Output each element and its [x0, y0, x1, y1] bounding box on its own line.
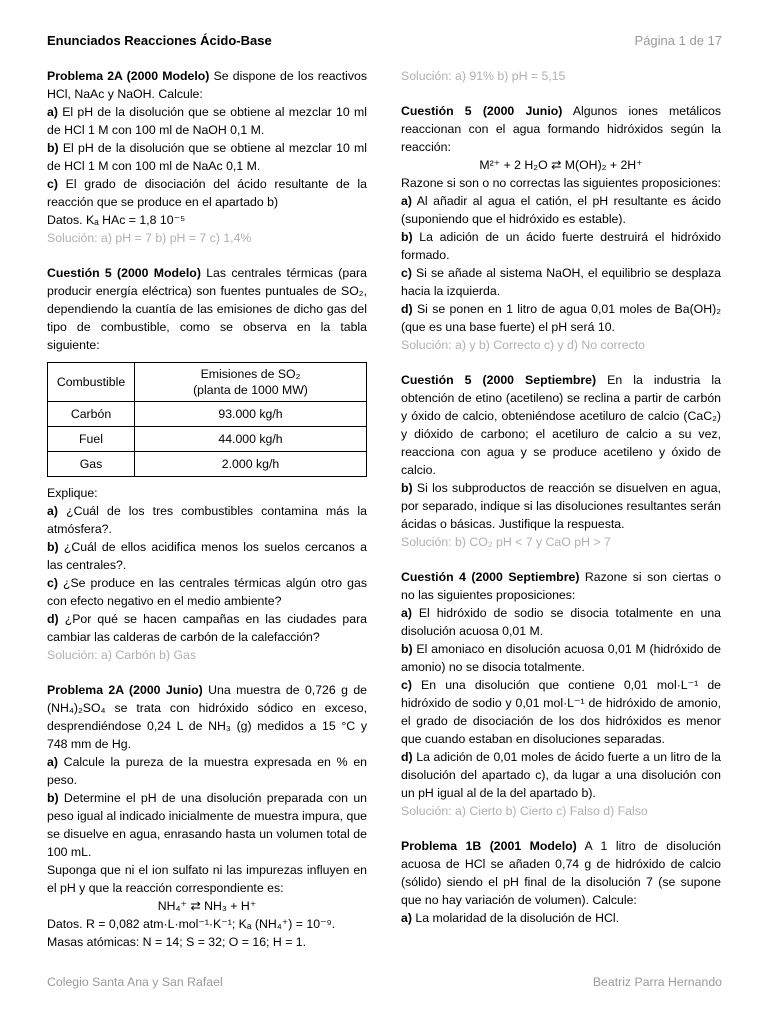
table-header-cell [135, 363, 367, 402]
intro-text: Las centrales térmicas (para producir energía eléctrica) son fuentes puntuales de SO₂, dependiendo la cuantía de las emisiones de dicho gas del tipo de combustible, como se observa en la tabla siguiente: [47, 266, 367, 352]
cuestion-5-2000-modelo [47, 264, 367, 664]
table-cell: Carbón [48, 402, 135, 427]
cuestion-4-2000-septiembre [401, 568, 721, 820]
intro-text: En la industria la obtención de etino (acetileno) se reclina a partir de carbón y óxido de calcio, obteniéndose acetiluro de calcio (CaC₂) y dióxido de carbono; el acetiluro de calcio a su vez, reacciona con agua y se produce acetileno y óxido de calcio. [401, 373, 721, 477]
item-text: Si se ponen en 1 litro de agua 0,01 moles de Ba(OH)₂ (que es una base fuerte) el pH será 10. [401, 302, 721, 334]
assumption-text: Suponga que ni el ion sulfato ni las impurezas influyen en el pH y que la reacción correspondiente es: [47, 863, 367, 895]
razone-line: Razone si son o no correctas las siguientes proposiciones: [401, 176, 721, 190]
item-text: Si los subproductos de reacción se disuelven en agua, por separado, indique si las disoluciones resultantes serán ácidas o básicas. Justifique la respuesta. [401, 481, 721, 531]
footer-school: Colegio Santa Ana y San Rafael [47, 975, 223, 989]
item-b [401, 228, 721, 264]
item-label: c) [47, 177, 58, 191]
item-label: a) [401, 606, 412, 620]
item-c [401, 264, 721, 300]
item-text: La molaridad de la disolución de HCl. [411, 911, 620, 925]
item-label: b) [47, 791, 59, 805]
solution-text: Solución: a) pH = 7 b) pH = 7 c) 1,4% [47, 231, 252, 245]
table-cell: 93.000 kg/h [135, 402, 367, 427]
problem-heading: Problema 2A (2000 Modelo) [47, 69, 210, 83]
problema-2a-2000-junio [47, 681, 367, 951]
explique-line: Explique: [47, 486, 98, 500]
solution-text: Solución: a) y b) Correcto c) y d) No correcto [401, 338, 645, 352]
intro-text: Razone si son ciertas o no las siguientes proposiciones: [401, 570, 721, 602]
page-header [47, 33, 722, 51]
item-d [47, 610, 367, 646]
item-a [401, 192, 721, 228]
problem-heading: Problema 2A (2000 Junio) [47, 683, 203, 697]
item-label: c) [401, 678, 412, 692]
item-a [47, 103, 367, 139]
table-header-cell: Combustible [48, 363, 135, 402]
page-number: Página 1 de 17 [634, 33, 722, 48]
item-text: ¿Cuál de los tres combustibles contamina más la atmósfera?. [47, 504, 367, 536]
item-text: El hidróxido de sodio se disocia totalmente en una disolución acuosa 0,01 M. [401, 606, 721, 638]
item-c [47, 175, 367, 211]
item-text: Determine el pH de una disolución preparada con un peso igual al indicado inicialmente de muestra impura, que se disuelve en agua, enrasando hasta un volumen total de 100 mL. [47, 791, 367, 859]
data-line: Datos. Kₐ HAc = 1,8 10⁻⁵ [47, 213, 186, 227]
item-label: d) [401, 302, 413, 316]
problem-heading: Problema 1B (2001 Modelo) [401, 839, 577, 853]
item-text: Si se añade al sistema NaOH, el equilibrio se desplaza hacia la izquierda. [401, 266, 721, 298]
cuestion-5-2000-junio [401, 102, 721, 354]
item-d [401, 748, 721, 802]
item-a [401, 604, 721, 640]
item-d [401, 300, 721, 336]
footer-author: Beatriz Parra Hernando [592, 975, 722, 989]
problem-heading: Cuestión 5 (2000 Septiembre) [401, 373, 597, 387]
problem-heading: Cuestión 5 (2000 Junio) [401, 104, 563, 118]
problem-intro [401, 371, 721, 479]
item-label: b) [401, 481, 413, 495]
item-text: La adición de un ácido fuerte destruirá el hidróxido formado. [401, 230, 721, 262]
item-label: d) [47, 612, 59, 626]
item-text: ¿Cuál de ellos acidifica menos los suelos cercanos a las centrales?. [47, 540, 367, 572]
item-text: Al añadir al agua el catión, el pH resultante es ácido (suponiendo que el hidróxido es estable). [401, 194, 721, 226]
item-text: Calcule la pureza de la muestra expresada en % en peso. [47, 755, 367, 787]
problem-intro [47, 264, 367, 354]
item-text: En una disolución que contiene 0,01 mol·L⁻¹ de hidróxido de sodio y 0,01 mol·L⁻¹ de hidróxido de amonio, el grado de disociación de los dos hidróxidos es menor que cuando estaban en disoluciones separadas. [401, 678, 721, 746]
item-text: ¿Se produce en las centrales térmicas algún otro gas con efecto negativo en el medio ambiente? [47, 576, 367, 608]
item-text: La adición de 0,01 moles de ácido fuerte a un litro de la disolución del apartado c), da lugar a una disolución con un pH igual al de la del apartado b). [401, 750, 721, 800]
item-a [401, 909, 721, 927]
solution-text: Solución: a) Cierto b) Cierto c) Falso d) Falso [401, 804, 648, 818]
item-label: b) [47, 141, 59, 155]
item-label: d) [401, 750, 413, 764]
intro-text: A 1 litro de disolución acuosa de HCl se añaden 0,74 g de hidróxido de calcio (sólido) siendo el pH final de la disolución 7 (se supone que no hay variación de volumen). Calcule: [401, 839, 721, 907]
table-cell: 44.000 kg/h [135, 427, 367, 452]
left-column [47, 67, 367, 951]
problem-intro [401, 837, 721, 909]
problem-2a-2000-modelo [47, 67, 367, 247]
problem-heading: Cuestión 4 (2000 Septiembre) [401, 570, 580, 584]
problem-intro [47, 67, 367, 103]
item-b [47, 789, 367, 861]
table-row [48, 452, 367, 477]
cuestion-5-2000-septiembre [401, 371, 721, 551]
table-cell: Fuel [48, 427, 135, 452]
item-b [47, 538, 367, 574]
item-a [47, 502, 367, 538]
intro-text: Algunos iones metálicos reaccionan con el agua formando hidróxidos según la reacción: [401, 104, 721, 154]
document-title: Enunciados Reacciones Ácido-Base [47, 33, 272, 48]
header-line: Emisiones de SO₂ [200, 367, 301, 381]
problema-1b-2001-modelo [401, 837, 721, 927]
intro-text: Se dispone de los reactivos HCl, NaAc y NaOH. Calcule: [47, 69, 367, 101]
equation: M²⁺ + 2 H₂O ⇄ M(OH)₂ + 2H⁺ [479, 158, 643, 172]
item-text: El amoniaco en disolución acuosa 0,01 M (hidróxido de amonio) no se disocia totalmente. [401, 642, 721, 674]
problem-intro [401, 102, 721, 156]
intro-text: Una muestra de 0,726 g de (NH₄)₂SO₄ se trata con hidróxido sódico en exceso, desprendiéndose 0,24 L de NH₃ (g) medidos a 15 °C y 748 mm de Hg. [47, 683, 367, 751]
item-label: a) [47, 755, 58, 769]
equation: NH₄⁺ ⇄ NH₃ + H⁺ [157, 899, 257, 913]
header-line: (planta de 1000 MW) [193, 383, 308, 397]
problem-intro [401, 568, 721, 604]
item-label: a) [401, 194, 412, 208]
item-c [401, 676, 721, 748]
right-column [401, 67, 721, 927]
item-label: b) [401, 230, 413, 244]
table-cell: Gas [48, 452, 135, 477]
item-c [47, 574, 367, 610]
item-label: a) [401, 911, 412, 925]
item-text: El pH de la disolución que se obtiene al mezclar 10 ml de HCl 1 M con 100 ml de NaOH 0,1 M. [47, 105, 367, 137]
item-b [47, 139, 367, 175]
item-text: El pH de la disolución que se obtiene al mezclar 10 ml de HCl 1 M con 100 ml de NaAc 0,1 M. [47, 141, 367, 173]
solution-text: Solución: a) Carbón b) Gas [47, 648, 197, 662]
table-row [48, 427, 367, 452]
item-label: c) [401, 266, 412, 280]
item-b [401, 479, 721, 533]
problem-heading: Cuestión 5 (2000 Modelo) [47, 266, 201, 280]
item-label: b) [401, 642, 413, 656]
table-header-row [48, 363, 367, 402]
item-text: El grado de disociación del ácido resultante de la reacción que se produce en el apartado b) [47, 177, 367, 209]
solution-text: Solución: b) CO₂ pH < 7 y CaO pH > 7 [401, 535, 611, 549]
item-label: a) [47, 504, 58, 518]
table-cell: 2.000 kg/h [135, 452, 367, 477]
item-b [401, 640, 721, 676]
table-row [48, 402, 367, 427]
item-label: c) [47, 576, 58, 590]
solution-text: Solución: a) 91% b) pH = 5,15 [401, 69, 566, 83]
problem-intro [47, 681, 367, 753]
item-label: a) [47, 105, 58, 119]
data-line: Datos. R = 0,082 atm·L·mol⁻¹·K⁻¹; Kₐ (NH₄⁺) = 10⁻⁹. [47, 917, 336, 931]
item-a [47, 753, 367, 789]
item-text: ¿Por qué se hacen campañas en las ciudades para cambiar las calderas de carbón de la calefacción? [47, 612, 367, 644]
item-label: b) [47, 540, 59, 554]
atomic-masses: Masas atómicas: N = 14; S = 32; O = 16; H = 1. [47, 935, 307, 949]
emissions-table [47, 362, 367, 477]
